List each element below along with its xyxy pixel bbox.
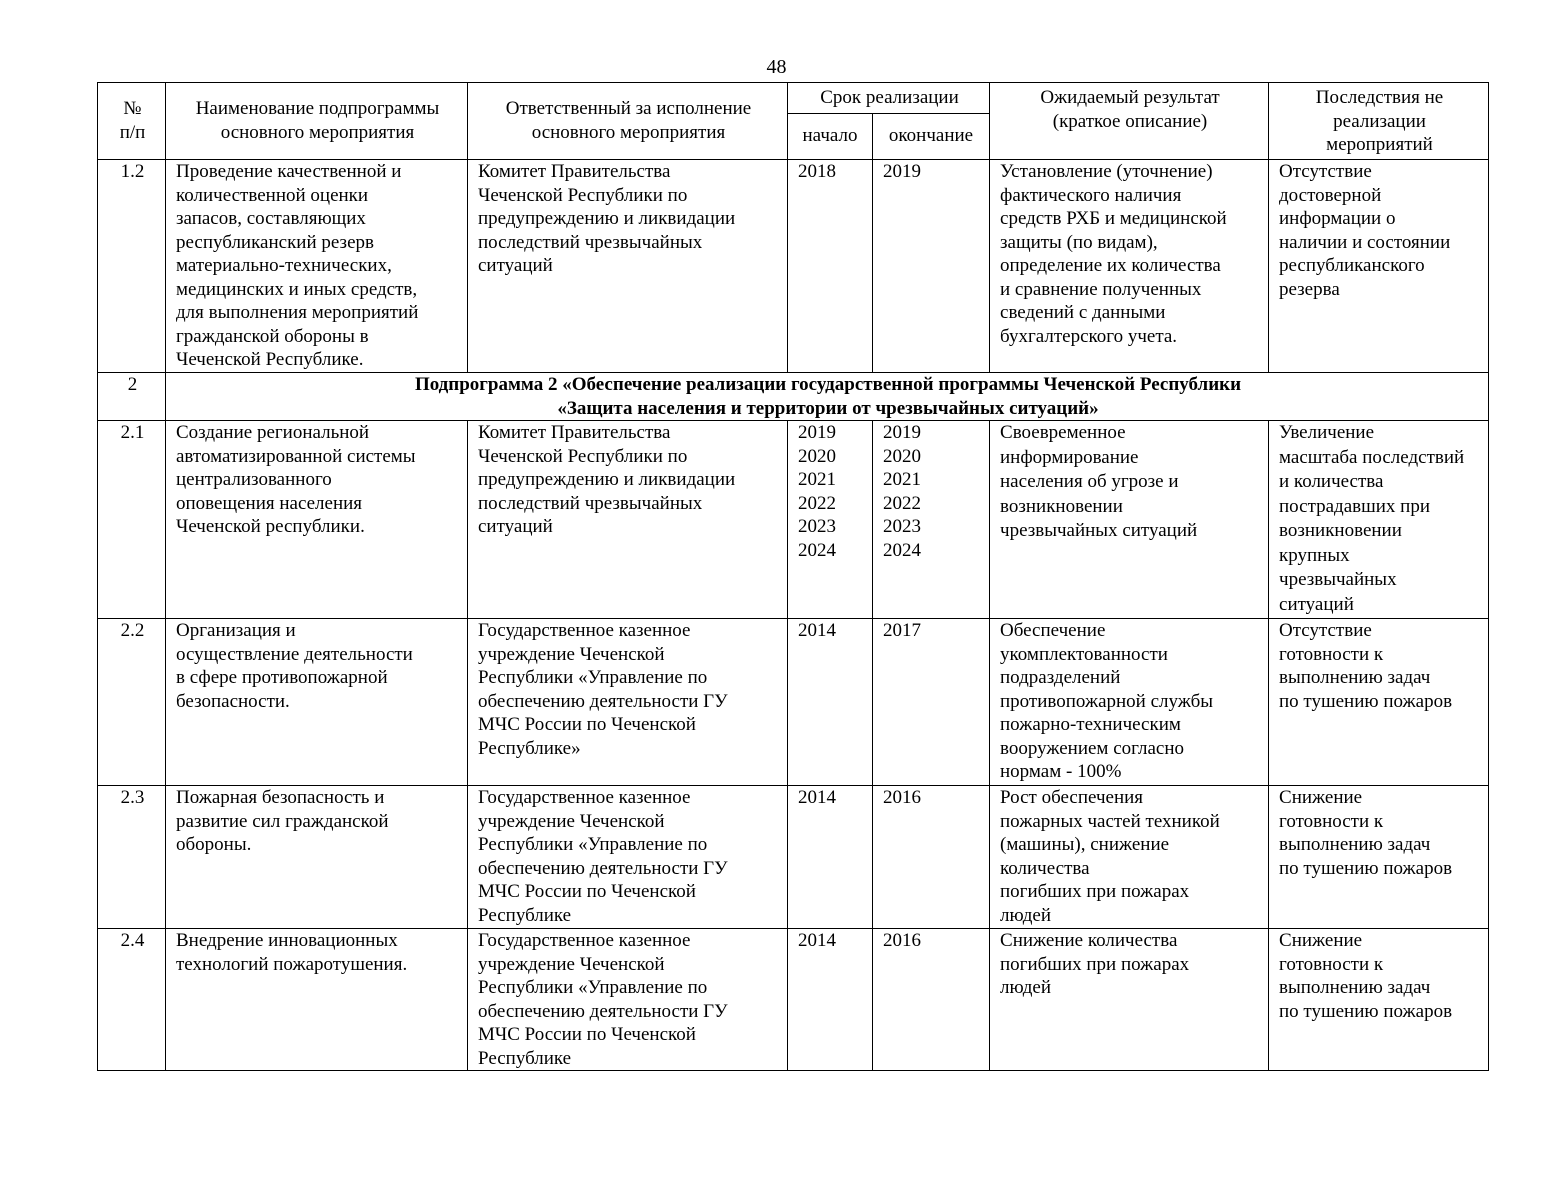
row-name: Организация и осуществление деятельности в сфере противопожарной безопасности. — [166, 619, 468, 786]
row-result: Своевременное информирование населения об угрозе и возникновении чрезвычайных ситуаций — [990, 421, 1269, 619]
header-term: Срок реализации — [788, 83, 990, 114]
row-responsible: Комитет Правительства Чеченской Республики по предупреждению и ликвидации последствий чрезвычайных ситуаций — [468, 160, 788, 373]
header-name: Наименование подпрограммы основного мероприятия — [166, 83, 468, 160]
row-consequences: Снижение готовности к выполнению задач по тушению пожаров — [1269, 929, 1489, 1071]
row-start: 2014 — [788, 786, 873, 929]
row-result: Обеспечение укомплектованности подразделений противопожарной службы пожарно-техническим вооружением согласно нормам - 100% — [990, 619, 1269, 786]
row-num: 2.4 — [98, 929, 166, 1071]
page-number: 48 — [766, 56, 787, 78]
row-result: Рост обеспечения пожарных частей техникой (машины), снижение количества погибших при пожарах людей — [990, 786, 1269, 929]
header-row — [98, 83, 1489, 114]
row-num: 1.2 — [98, 160, 166, 373]
table-row — [98, 160, 1489, 373]
row-name: Создание региональной автоматизированной системы централизованного оповещения населения Чеченской республики. — [166, 421, 468, 619]
program-table — [97, 82, 1489, 1071]
table-row — [98, 786, 1489, 929]
row-consequences: Увеличение масштаба последствий и количества пострадавших при возникновении крупных чрезвычайных ситуаций — [1269, 421, 1489, 619]
row-name: Проведение качественной и количественной оценки запасов, составляющих республиканский резерв материально-технических, медицинских и иных средств, для выполнения мероприятий гражданской обороны в Чеченской Республике. — [166, 160, 468, 373]
subprogram-num: 2 — [98, 373, 166, 421]
row-consequences: Отсутствие достоверной информации о наличии и состоянии республиканского резерва — [1269, 160, 1489, 373]
row-name: Пожарная безопасность и развитие сил гражданской обороны. — [166, 786, 468, 929]
row-num: 2.3 — [98, 786, 166, 929]
header-num: № п/п — [98, 83, 166, 160]
row-result: Установление (уточнение) фактического наличия средств РХБ и медицинской защиты (по видам), определение их количества и сравнение полученных сведений с данными бухгалтерского учета. — [990, 160, 1269, 373]
row-name: Внедрение инновационных технологий пожаротушения. — [166, 929, 468, 1071]
table-row — [98, 929, 1489, 1071]
header-end: окончание — [873, 114, 990, 160]
row-consequences: Снижение готовности к выполнению задач по тушению пожаров — [1269, 786, 1489, 929]
row-responsible: Государственное казенное учреждение Чеченской Республики «Управление по обеспечению деятельности ГУ МЧС России по Чеченской Республике — [468, 929, 788, 1071]
row-responsible: Государственное казенное учреждение Чеченской Республики «Управление по обеспечению деятельности ГУ МЧС России по Чеченской Республике» — [468, 619, 788, 786]
subprogram-row — [98, 373, 1489, 421]
row-result: Снижение количества погибших при пожарах людей — [990, 929, 1269, 1071]
row-start: 2014 — [788, 619, 873, 786]
row-end: 2016 — [873, 786, 990, 929]
row-end: 2019 — [873, 160, 990, 373]
row-responsible: Комитет Правительства Чеченской Республики по предупреждению и ликвидации последствий чрезвычайных ситуаций — [468, 421, 788, 619]
header-start: начало — [788, 114, 873, 160]
row-responsible: Государственное казенное учреждение Чеченской Республики «Управление по обеспечению деятельности ГУ МЧС России по Чеченской Республике — [468, 786, 788, 929]
row-num: 2.2 — [98, 619, 166, 786]
table-row — [98, 619, 1489, 786]
row-start: 2014 — [788, 929, 873, 1071]
header-consequences: Последствия не реализации мероприятий — [1269, 83, 1489, 160]
row-end: 2016 — [873, 929, 990, 1071]
row-end: 2019 2020 2021 2022 2023 2024 — [873, 421, 990, 619]
row-start: 2019 2020 2021 2022 2023 2024 — [788, 421, 873, 619]
table-row — [98, 421, 1489, 619]
header-responsible: Ответственный за исполнение основного мероприятия — [468, 83, 788, 160]
row-start: 2018 — [788, 160, 873, 373]
row-end: 2017 — [873, 619, 990, 786]
header-result: Ожидаемый результат (краткое описание) — [990, 83, 1269, 160]
subprogram-title: Подпрограмма 2 «Обеспечение реализации государственной программы Чеченской Республики «Защита населения и территории от чрезвычайных ситуаций» — [166, 373, 1489, 421]
row-consequences: Отсутствие готовности к выполнению задач по тушению пожаров — [1269, 619, 1489, 786]
row-num: 2.1 — [98, 421, 166, 619]
